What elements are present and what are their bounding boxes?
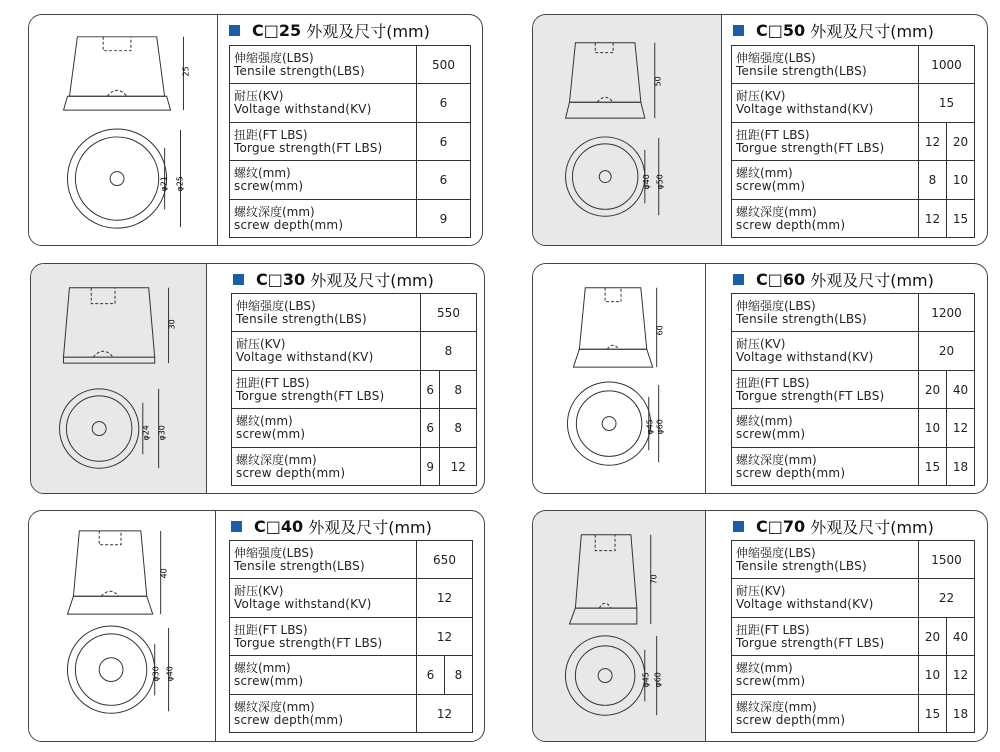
label-depth-en: screw depth(mm) bbox=[736, 217, 846, 232]
value-depth-a: 12 bbox=[919, 200, 947, 238]
dim-height-c50: 50 bbox=[653, 76, 663, 87]
label-depth-en: screw depth(mm) bbox=[234, 217, 344, 232]
figure-c50 bbox=[533, 15, 722, 245]
value-torque-b: 40 bbox=[947, 618, 975, 656]
title-bullet bbox=[733, 25, 744, 36]
value-tensile: 550 bbox=[421, 294, 477, 332]
spec-table-c70 bbox=[731, 540, 975, 733]
value-torque-b: 40 bbox=[947, 371, 975, 409]
figure-c70 bbox=[533, 511, 706, 741]
label-screw-cn: 螺纹(mm) bbox=[236, 414, 293, 428]
label-screw-en: screw(mm) bbox=[736, 427, 806, 441]
label-screw-en: screw(mm) bbox=[736, 179, 806, 193]
title-c40 bbox=[231, 515, 432, 538]
drawing-c40 bbox=[29, 511, 215, 741]
dim-outer-c60: φ60 bbox=[655, 419, 665, 435]
value-depth: 9 bbox=[417, 200, 471, 238]
value-voltage: 8 bbox=[421, 332, 477, 371]
model-code-c25: C□25 bbox=[252, 21, 302, 40]
value-torque-a: 6 bbox=[421, 371, 440, 409]
title-suffix: 外观及尺寸(mm) bbox=[308, 518, 432, 537]
dim-outer-c30: φ30 bbox=[157, 425, 167, 441]
label-screw-en: screw(mm) bbox=[234, 674, 304, 688]
card-c30 bbox=[30, 263, 485, 494]
label-tensile-en: Tensile strength(LBS) bbox=[736, 558, 867, 573]
label-screw-cn: 螺纹(mm) bbox=[234, 166, 291, 180]
label-voltage-cn: 耐压(KV) bbox=[236, 337, 286, 351]
label-torque-en: Torgue strength(FT LBS) bbox=[736, 635, 885, 650]
label-torque-en: Torgue strength(FT LBS) bbox=[234, 635, 383, 650]
spec-table-c50 bbox=[731, 45, 975, 238]
label-voltage-en: Voltage withstand(KV) bbox=[736, 350, 874, 364]
figure-c30 bbox=[31, 264, 207, 493]
label-screw-cn: 螺纹(mm) bbox=[234, 661, 291, 675]
dim-inner-c25: φ21 bbox=[159, 176, 169, 192]
dim-outer-c40: φ40 bbox=[165, 666, 175, 682]
label-torque-cn: 扭距(FT LBS) bbox=[236, 375, 310, 390]
dim-inner-c50: φ40 bbox=[641, 174, 651, 190]
label-voltage-cn: 耐压(KV) bbox=[736, 584, 786, 598]
title-c25 bbox=[229, 19, 430, 42]
spec-table-c30 bbox=[231, 293, 477, 486]
label-depth-cn: 螺纹深度(mm) bbox=[736, 204, 817, 219]
label-voltage-en: Voltage withstand(KV) bbox=[736, 102, 874, 116]
title-bullet bbox=[233, 274, 244, 285]
value-tensile: 1200 bbox=[919, 294, 975, 332]
value-depth: 12 bbox=[417, 695, 473, 733]
title-suffix: 外观及尺寸(mm) bbox=[306, 22, 430, 41]
label-voltage-en: Voltage withstand(KV) bbox=[234, 597, 372, 611]
label-torque-cn: 扭距(FT LBS) bbox=[736, 622, 810, 637]
title-c70 bbox=[733, 515, 934, 538]
label-torque-en: Torgue strength(FT LBS) bbox=[736, 388, 885, 403]
model-code-c60: C□60 bbox=[756, 270, 806, 289]
title-suffix: 外观及尺寸(mm) bbox=[310, 271, 434, 290]
value-voltage: 22 bbox=[919, 579, 975, 618]
card-c40 bbox=[28, 510, 485, 742]
title-bullet bbox=[229, 25, 240, 36]
dim-inner-c60: φ45 bbox=[645, 419, 655, 435]
label-screw-en: screw(mm) bbox=[234, 179, 304, 193]
value-torque: 12 bbox=[417, 618, 473, 656]
dim-outer-c50: φ50 bbox=[655, 174, 665, 190]
title-bullet bbox=[733, 521, 744, 532]
value-screw: 6 bbox=[417, 161, 471, 200]
value-depth-a: 15 bbox=[919, 695, 947, 733]
label-depth-en: screw depth(mm) bbox=[236, 465, 346, 480]
value-torque-b: 20 bbox=[947, 123, 975, 161]
label-torque-cn: 扭距(FT LBS) bbox=[736, 375, 810, 390]
card-c25 bbox=[28, 14, 483, 246]
figure-c25 bbox=[29, 15, 218, 245]
model-code-c40: C□40 bbox=[254, 517, 304, 536]
label-screw-cn: 螺纹(mm) bbox=[736, 166, 793, 180]
label-depth-en: screw depth(mm) bbox=[234, 712, 344, 727]
label-torque-cn: 扭距(FT LBS) bbox=[736, 127, 810, 142]
value-screw-a: 6 bbox=[417, 656, 445, 695]
value-tensile: 650 bbox=[417, 541, 473, 579]
value-depth-b: 18 bbox=[947, 448, 975, 486]
label-tensile-en: Tensile strength(LBS) bbox=[736, 63, 867, 78]
value-depth-b: 12 bbox=[440, 448, 477, 486]
label-tensile-cn: 伸缩强度(LBS) bbox=[736, 50, 816, 65]
label-tensile-en: Tensile strength(LBS) bbox=[234, 558, 365, 573]
title-bullet bbox=[231, 521, 242, 532]
dim-outer-c70: φ60 bbox=[653, 672, 663, 688]
drawing-c50 bbox=[533, 15, 721, 245]
value-torque-a: 12 bbox=[919, 123, 947, 161]
value-tensile: 500 bbox=[417, 46, 471, 84]
value-screw-a: 10 bbox=[919, 409, 947, 448]
label-tensile-en: Tensile strength(LBS) bbox=[736, 311, 867, 326]
label-tensile-cn: 伸缩强度(LBS) bbox=[234, 50, 314, 65]
value-torque-a: 20 bbox=[919, 371, 947, 409]
spec-table-c25 bbox=[229, 45, 471, 238]
value-depth-b: 15 bbox=[947, 200, 975, 238]
card-c60 bbox=[532, 263, 988, 494]
dim-height-c30: 30 bbox=[167, 319, 177, 330]
label-depth-cn: 螺纹深度(mm) bbox=[736, 699, 817, 714]
label-torque-en: Torgue strength(FT LBS) bbox=[736, 140, 885, 155]
label-depth-cn: 螺纹深度(mm) bbox=[234, 204, 315, 219]
value-screw-b: 12 bbox=[947, 409, 975, 448]
label-torque-cn: 扭距(FT LBS) bbox=[234, 127, 308, 142]
value-screw-a: 10 bbox=[919, 656, 947, 695]
dim-height-c25: 25 bbox=[181, 66, 191, 77]
label-depth-cn: 螺纹深度(mm) bbox=[736, 452, 817, 467]
label-voltage-en: Voltage withstand(KV) bbox=[234, 102, 372, 116]
label-depth-cn: 螺纹深度(mm) bbox=[234, 699, 315, 714]
value-voltage: 12 bbox=[417, 579, 473, 618]
label-screw-cn: 螺纹(mm) bbox=[736, 414, 793, 428]
label-tensile-en: Tensile strength(LBS) bbox=[236, 311, 367, 326]
label-tensile-cn: 伸缩强度(LBS) bbox=[736, 545, 816, 560]
title-c30 bbox=[233, 268, 434, 291]
label-torque-en: Torgue strength(FT LBS) bbox=[234, 140, 383, 155]
label-torque-cn: 扭距(FT LBS) bbox=[234, 622, 308, 637]
label-voltage-cn: 耐压(KV) bbox=[234, 584, 284, 598]
value-voltage: 6 bbox=[417, 84, 471, 123]
dim-inner-c70: φ45 bbox=[641, 672, 651, 688]
label-depth-en: screw depth(mm) bbox=[736, 465, 846, 480]
figure-c60 bbox=[533, 264, 706, 493]
title-suffix: 外观及尺寸(mm) bbox=[810, 22, 934, 41]
title-bullet bbox=[733, 274, 744, 285]
label-tensile-cn: 伸缩强度(LBS) bbox=[236, 298, 316, 313]
title-suffix: 外观及尺寸(mm) bbox=[810, 518, 934, 537]
value-torque-a: 20 bbox=[919, 618, 947, 656]
label-screw-cn: 螺纹(mm) bbox=[736, 661, 793, 675]
value-screw-b: 8 bbox=[440, 409, 477, 448]
value-screw-b: 8 bbox=[445, 656, 473, 695]
label-voltage-en: Voltage withstand(KV) bbox=[736, 597, 874, 611]
value-torque: 6 bbox=[417, 123, 471, 161]
label-depth-cn: 螺纹深度(mm) bbox=[236, 452, 317, 467]
value-depth-a: 9 bbox=[421, 448, 440, 486]
value-depth-b: 18 bbox=[947, 695, 975, 733]
title-c60 bbox=[733, 268, 934, 291]
model-code-c30: C□30 bbox=[256, 270, 306, 289]
value-screw-b: 12 bbox=[947, 656, 975, 695]
card-c50 bbox=[532, 14, 988, 246]
value-voltage: 20 bbox=[919, 332, 975, 371]
title-suffix: 外观及尺寸(mm) bbox=[810, 271, 934, 290]
dim-inner-c40: φ30 bbox=[151, 666, 161, 682]
drawing-c30 bbox=[31, 264, 206, 493]
label-tensile-cn: 伸缩强度(LBS) bbox=[736, 298, 816, 313]
drawing-c70 bbox=[533, 511, 705, 741]
value-voltage: 15 bbox=[919, 84, 975, 123]
dim-height-c40: 40 bbox=[159, 568, 169, 579]
drawing-c25 bbox=[29, 15, 217, 245]
label-voltage-en: Voltage withstand(KV) bbox=[236, 350, 374, 364]
value-screw-a: 8 bbox=[919, 161, 947, 200]
drawing-c60 bbox=[533, 264, 705, 493]
dim-outer-c25: φ25 bbox=[175, 176, 185, 192]
dim-height-c60: 60 bbox=[655, 325, 665, 336]
dim-height-c70: 70 bbox=[649, 574, 659, 585]
value-screw-b: 10 bbox=[947, 161, 975, 200]
title-c50 bbox=[733, 19, 934, 42]
label-voltage-cn: 耐压(KV) bbox=[736, 89, 786, 103]
spec-table-c40 bbox=[229, 540, 473, 733]
spec-table-c60 bbox=[731, 293, 975, 486]
value-tensile: 1500 bbox=[919, 541, 975, 579]
label-tensile-en: Tensile strength(LBS) bbox=[234, 63, 365, 78]
label-voltage-cn: 耐压(KV) bbox=[234, 89, 284, 103]
card-c70 bbox=[532, 510, 988, 742]
label-depth-en: screw depth(mm) bbox=[736, 712, 846, 727]
value-depth-a: 15 bbox=[919, 448, 947, 486]
label-tensile-cn: 伸缩强度(LBS) bbox=[234, 545, 314, 560]
label-voltage-cn: 耐压(KV) bbox=[736, 337, 786, 351]
label-screw-en: screw(mm) bbox=[736, 674, 806, 688]
model-code-c70: C□70 bbox=[756, 517, 806, 536]
dim-inner-c30: φ24 bbox=[141, 425, 151, 441]
value-torque-b: 8 bbox=[440, 371, 477, 409]
value-screw-a: 6 bbox=[421, 409, 440, 448]
value-tensile: 1000 bbox=[919, 46, 975, 84]
label-torque-en: Torgue strength(FT LBS) bbox=[236, 388, 385, 403]
figure-c40 bbox=[29, 511, 216, 741]
model-code-c50: C□50 bbox=[756, 21, 806, 40]
label-screw-en: screw(mm) bbox=[236, 427, 306, 441]
